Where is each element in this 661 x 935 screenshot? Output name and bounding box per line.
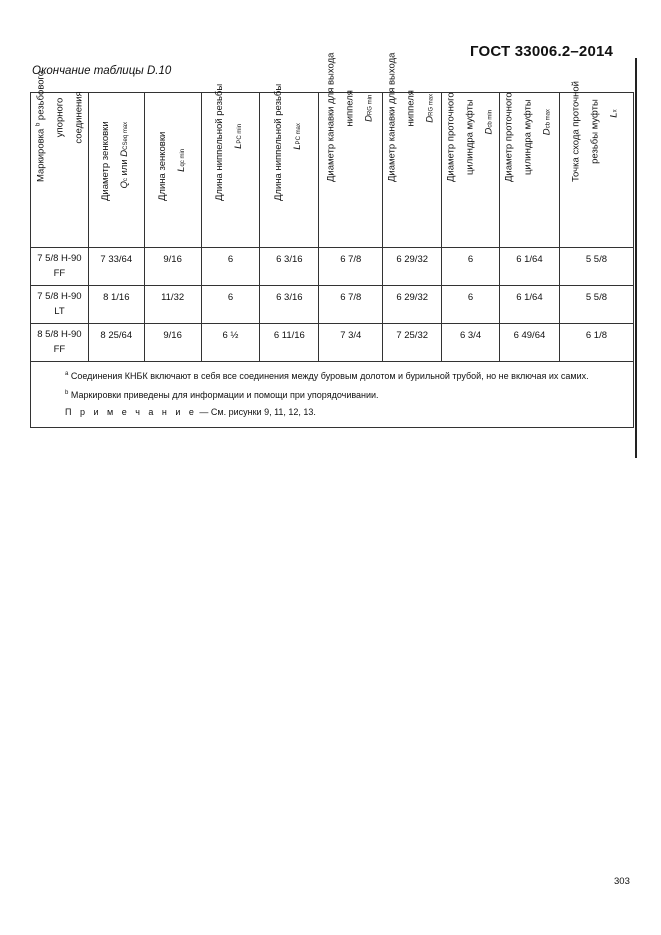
col-header-relief-groove-min: Диаметр канавки для выхода ниппеля DRG min: [319, 93, 383, 248]
table-caption: Окончание таблицы D.10: [32, 65, 172, 77]
notes-row: [31, 362, 634, 428]
cell: 9/16: [144, 324, 201, 362]
table-row: [31, 248, 634, 286]
cell: 6 29/32: [383, 248, 442, 286]
cell: 6: [442, 248, 500, 286]
cell: 6 3/4: [442, 324, 500, 362]
cell-marking: 7 5/8 Н-90 LT: [31, 286, 89, 324]
cell-marking: 8 5/8 Н-90 FF: [31, 324, 89, 362]
cell: 6 49/64: [499, 324, 559, 362]
cell-marking: 7 5/8 Н-90 FF: [31, 248, 89, 286]
col-header-boreback-max: Диаметр проточного цилиндра муфты Dcb max: [499, 93, 559, 248]
col-header-boreback-min: Диаметр проточного цилиндра муфты Dcb min: [442, 93, 500, 248]
cell: 5 5/8: [559, 286, 633, 324]
footnote-b: $^b$ Маркировки приведены для информации и помощи при упорядочивании.: [65, 390, 379, 400]
cell: 6 11/16: [260, 324, 319, 362]
col-header-pin-thread-min: Длина ниппельной резьбы LPC min: [201, 93, 260, 248]
cell: 6 29/32: [383, 286, 442, 324]
standard-number: ГОСТ 33006.2–2014: [470, 43, 614, 60]
col-header-vanish-point: Точка схода проточной резьбы муфты Lx: [559, 93, 633, 248]
col-header-marking: Маркировка $^b$ резьбового упорного соединения: [31, 93, 89, 248]
margin-rule: [635, 58, 637, 458]
col-header-csink-length: Длина зенковки Lqc min: [144, 93, 201, 248]
cell: 9/16: [144, 248, 201, 286]
cell: 6 7/8: [319, 286, 383, 324]
table-row: [31, 286, 634, 324]
cell: 8 1/16: [88, 286, 144, 324]
cell: 6 3/16: [260, 248, 319, 286]
col-header-pin-thread-max: Длина ниппельной резьбы LPC max: [260, 93, 319, 248]
cell: 7 25/32: [383, 324, 442, 362]
table-note: П р и м е ч а н и е — См. рисунки 9, 11, 12, 13.: [65, 407, 316, 417]
cell: 8 25/64: [88, 324, 144, 362]
table-notes: [31, 362, 634, 428]
cell: 6: [442, 286, 500, 324]
cell: 6 ½: [201, 324, 260, 362]
table-row: [31, 324, 634, 362]
cell: 6 1/64: [499, 248, 559, 286]
cell: 6 3/16: [260, 286, 319, 324]
col-header-csink-diameter: Диаметр зенковки Qc или DCSeq max: [88, 93, 144, 248]
cell: 6: [201, 248, 260, 286]
cell: 5 5/8: [559, 248, 633, 286]
table-header-row: [31, 93, 634, 248]
cell: 6 1/64: [499, 286, 559, 324]
page-number: 303: [614, 876, 630, 887]
col-header-relief-groove-max: Диаметр канавки для выхода ниппеля DRG max: [383, 93, 442, 248]
cell: 11/32: [144, 286, 201, 324]
footnote-a: $^a$ Соединения КНБК включают в себя все соединения между буровым долотом и бурильной трубой, но не включая их самих.: [65, 371, 589, 381]
cell: 6 1/8: [559, 324, 633, 362]
cell: 6: [201, 286, 260, 324]
cell: 7 3/4: [319, 324, 383, 362]
cell: 7 33/64: [88, 248, 144, 286]
cell: 6 7/8: [319, 248, 383, 286]
